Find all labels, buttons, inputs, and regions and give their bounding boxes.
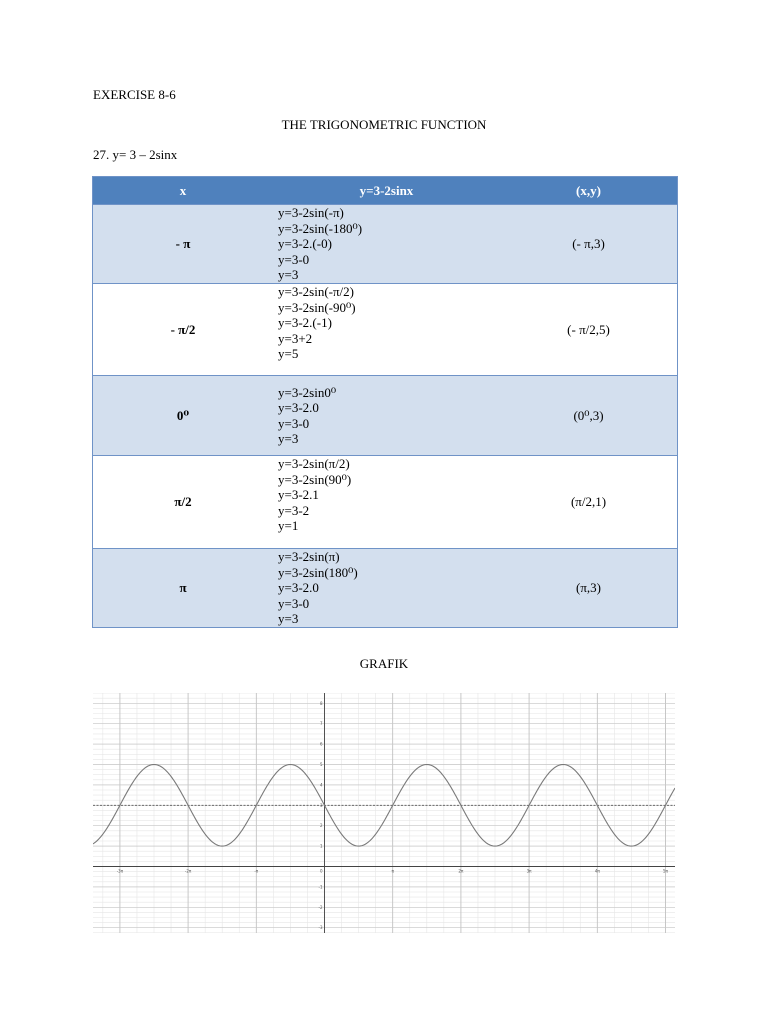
- x-value: 0⁰: [93, 376, 274, 456]
- y-tick-label: -3: [318, 925, 323, 931]
- exercise-heading: EXERCISE 8-6: [93, 87, 176, 102]
- step: y=3-2.0: [278, 400, 319, 415]
- x-value: π: [93, 549, 274, 628]
- y-tick-label: 2: [319, 823, 323, 829]
- step: y=3-2sin(90⁰): [278, 471, 352, 487]
- calculation-steps: [273, 456, 500, 549]
- step: y=3-2sin(-180⁰): [278, 220, 363, 236]
- y-tick-label: 8: [319, 700, 323, 706]
- point-value: (π,3): [500, 549, 678, 628]
- problem-statement: 27. y= 3 – 2sinx: [93, 147, 178, 162]
- minor-grid: [93, 693, 675, 933]
- sine-graph: [93, 693, 675, 933]
- calculation-table: [92, 176, 678, 628]
- step: y=3-2: [278, 502, 310, 518]
- y-tick-label: 6: [319, 741, 323, 747]
- calculation-steps: [273, 549, 500, 628]
- x-tick-label: π: [391, 868, 394, 874]
- calculation-steps: [273, 205, 500, 284]
- y-tick-label: 5: [319, 762, 323, 767]
- step: y=3-2sin(-90⁰): [278, 299, 356, 315]
- header-point: (x,y): [500, 177, 678, 205]
- step: y=3-2sin(180⁰): [278, 564, 358, 580]
- step: y=3-2.0: [278, 580, 319, 596]
- step: y=3-2sin(π/2): [278, 456, 350, 471]
- point-value: (0⁰,3): [500, 376, 678, 456]
- document-title: THE TRIGONOMETRIC FUNCTION: [281, 117, 487, 132]
- step: y=3-2sin(π): [278, 549, 340, 565]
- step: y=3-2sin(-π): [278, 205, 344, 221]
- x-value: π/2: [93, 456, 274, 549]
- x-tick-label: 4π: [594, 868, 600, 874]
- step: y=5: [278, 346, 299, 361]
- calculation-steps: [273, 376, 500, 456]
- x-value: - π: [93, 205, 274, 284]
- step: y=3: [278, 611, 299, 627]
- y-tick-label: 4: [319, 782, 323, 788]
- step: y=1: [278, 518, 299, 533]
- y-tick-label: 7: [319, 721, 323, 727]
- step: y=3-2.(-0): [278, 236, 332, 252]
- header-formula: y=3-2sinx: [273, 177, 500, 205]
- step: y=3-2.(-1): [278, 315, 332, 330]
- point-value: (- π/2,5): [500, 284, 678, 376]
- x-tick-label: 5π: [663, 868, 668, 874]
- step: y=3-0: [278, 595, 310, 611]
- y-tick-label: -2: [318, 904, 323, 910]
- calculation-steps: [273, 284, 500, 376]
- table-row: [93, 205, 678, 284]
- x-tick-label: -3π: [116, 868, 124, 874]
- table-row: [93, 376, 678, 456]
- step: y=3: [278, 431, 299, 446]
- x-tick-label: -π: [254, 868, 259, 874]
- header-x: x: [93, 177, 274, 205]
- step: y=3: [278, 267, 299, 283]
- step: y=3-2sin0⁰: [278, 384, 337, 400]
- table-header-row: [93, 177, 678, 205]
- x-tick-label: 2π: [458, 868, 464, 874]
- step: y=3-2.1: [278, 487, 319, 502]
- step: y=3+2: [278, 330, 313, 346]
- x-tick-label: -2π: [184, 868, 192, 874]
- point-value: (- π,3): [500, 205, 678, 284]
- y-tick-label: 1: [319, 843, 323, 849]
- origin-label: 0: [319, 868, 323, 874]
- x-tick-label: 3π: [526, 868, 532, 874]
- table-row: [93, 284, 678, 376]
- step: y=3-0: [278, 251, 310, 267]
- y-tick-label: -1: [318, 884, 323, 890]
- step: y=3-2sin(-π/2): [278, 284, 354, 299]
- step: y=3-0: [278, 415, 310, 431]
- graph-heading: GRAFIK: [359, 656, 409, 671]
- point-value: (π/2,1): [500, 456, 678, 549]
- table-row: [93, 456, 678, 549]
- x-value: - π/2: [93, 284, 274, 376]
- table-row: [93, 549, 678, 628]
- y-tick-label: 3: [319, 802, 323, 808]
